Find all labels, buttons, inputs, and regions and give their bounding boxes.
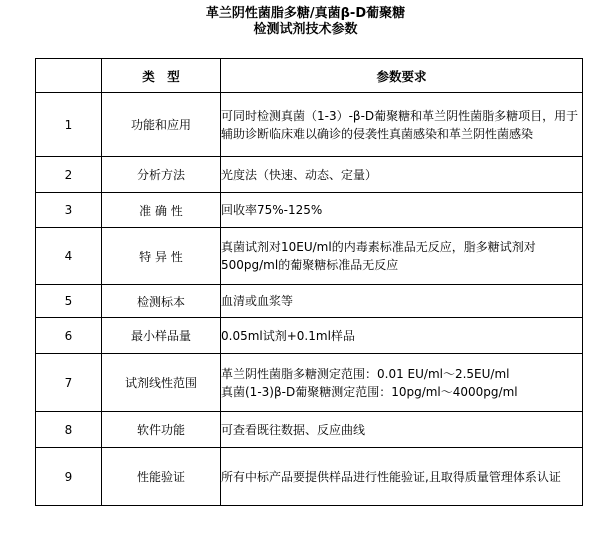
row-number: 8: [36, 412, 102, 448]
row-type: 性能验证: [102, 448, 221, 506]
document-title-line1: 革兰阴性菌脂多糖/真菌β-D葡聚糖: [205, 6, 406, 21]
row-number: 1: [36, 93, 102, 157]
row-requirement: 可查看既往数据、反应曲线: [221, 412, 583, 448]
header-requirement: 参数要求: [221, 59, 583, 93]
row-requirement: 真菌试剂对10EU/ml的内毒素标准品无反应，脂多糖试剂对500pg/ml的葡聚糖标准品无反应: [221, 228, 583, 285]
row-number: 5: [36, 285, 102, 318]
row-requirement: 光度法（快速、动态、定量）: [221, 157, 583, 193]
row-number: 6: [36, 318, 102, 354]
document-title-line2: 检测试剂技术参数: [253, 22, 358, 37]
table-row: [36, 412, 583, 448]
table-row: [36, 318, 583, 354]
table-row: [36, 448, 583, 506]
header-type: 类 型: [102, 59, 221, 93]
row-requirement: 血清或血浆等: [221, 285, 583, 318]
header-no: [36, 59, 102, 93]
row-type: 试剂线性范围: [102, 354, 221, 412]
table-row: [36, 157, 583, 193]
requirement-line: 真菌(1-3)β-D葡聚糖测定范围：10pg/ml～4000pg/ml: [221, 384, 518, 399]
row-type: 检测标本: [102, 285, 221, 318]
table-row: [36, 354, 583, 412]
row-number: 4: [36, 228, 102, 285]
table-row: [36, 193, 583, 228]
table-row: [36, 285, 583, 318]
row-requirement: 回收率75%-125%: [221, 193, 583, 228]
row-requirement: 所有中标产品要提供样品进行性能验证,且取得质量管理体系认证: [221, 448, 583, 506]
row-type: 软件功能: [102, 412, 221, 448]
row-requirement: 可同时检测真菌（1-3）-β-D葡聚糖和革兰阴性菌脂多糖项目，用于辅助诊断临床难以确诊的侵袭性真菌感染和革兰阴性菌感染: [221, 93, 583, 157]
row-number: 3: [36, 193, 102, 228]
table-row: [36, 228, 583, 285]
spec-table: [35, 58, 583, 506]
row-number: 7: [36, 354, 102, 412]
row-type: 功能和应用: [102, 93, 221, 157]
table-header-row: [36, 59, 583, 93]
row-requirement: 0.05ml试剂+0.1ml样品: [221, 318, 583, 354]
table-row: [36, 93, 583, 157]
row-type: 准 确 性: [102, 193, 221, 228]
row-type: 最小样品量: [102, 318, 221, 354]
row-type: 特 异 性: [102, 228, 221, 285]
row-number: 2: [36, 157, 102, 193]
row-type: 分析方法: [102, 157, 221, 193]
row-requirement: [221, 354, 583, 412]
requirement-line: 革兰阴性菌脂多糖测定范围：0.01 EU/ml～2.5EU/ml: [221, 366, 510, 381]
row-number: 9: [36, 448, 102, 506]
